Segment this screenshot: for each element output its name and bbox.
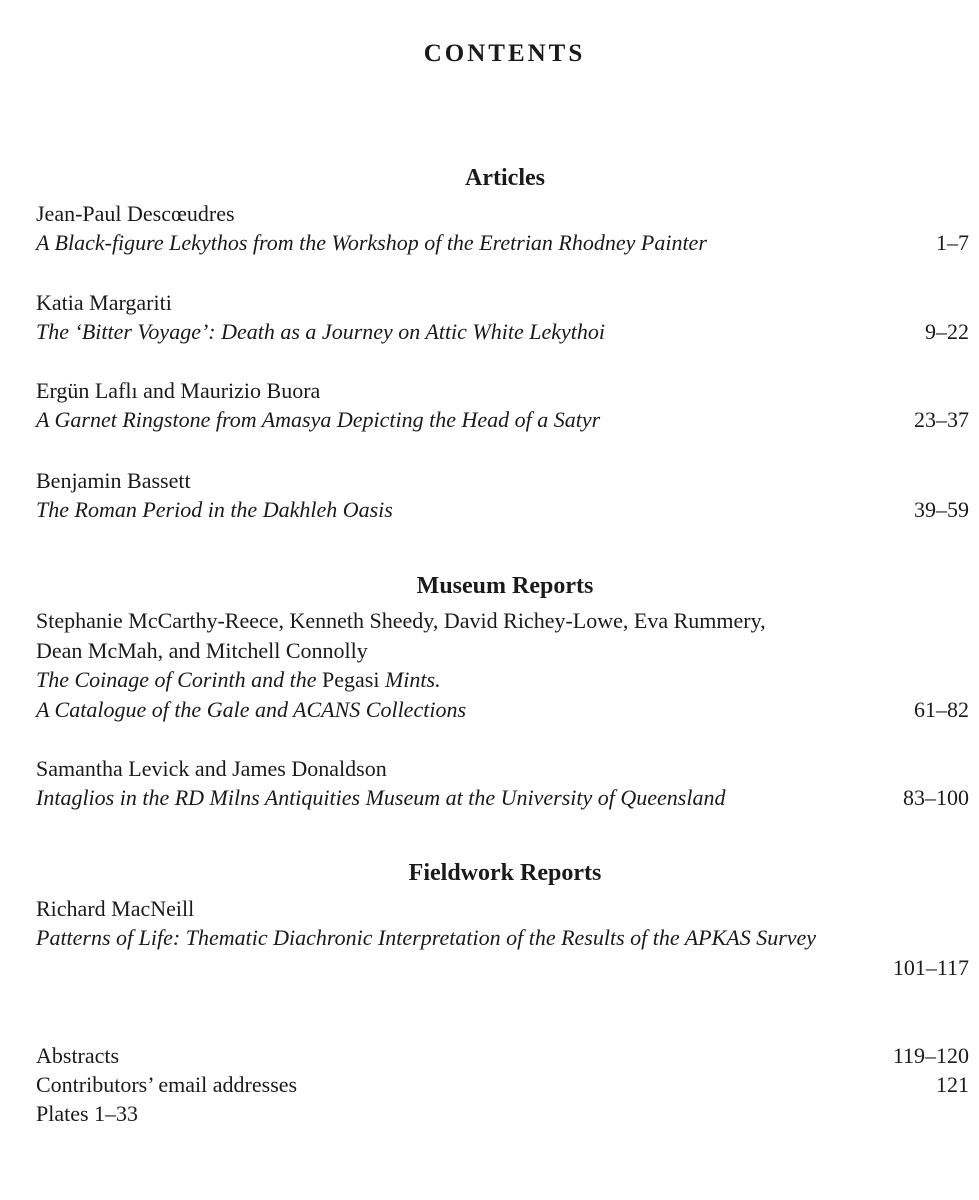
entry-title: Intaglios in the RD Milns Antiquities Museum at the University of Queensland: [36, 785, 726, 810]
back-matter-pages: 119–120: [892, 1043, 969, 1068]
entry-title: A Garnet Ringstone from Amasya Depicting the Head of a Satyr: [36, 407, 601, 432]
entry-title: Patterns of Life: Thematic Diachronic Interpretation of the Results of the APKAS Survey: [36, 925, 817, 950]
entry-author: Ergün Laflı and Maurizio Buora: [36, 378, 321, 403]
section-heading-fieldwork-reports: Fieldwork Reports: [408, 860, 602, 886]
back-matter-label: Abstracts: [36, 1043, 120, 1068]
page-title: CONTENTS: [423, 40, 586, 67]
section-heading-articles: Articles: [465, 165, 545, 191]
entry-pages: 9–22: [925, 319, 969, 344]
entry-title: [36, 666, 441, 694]
entry-title-upright: Pegasi: [322, 667, 380, 692]
entry-author: Samantha Levick and James Donaldson: [36, 756, 387, 781]
entry-author: Dean McMah, and Mitchell Connolly: [36, 638, 368, 663]
entry-author: Richard MacNeill: [36, 896, 195, 921]
entry-author: Stephanie McCarthy-Reece, Kenneth Sheedy, David Richey-Lowe, Eva Rummery,: [36, 608, 766, 633]
entry-title: A Black-figure Lekythos from the Workshop of the Eretrian Rhodney Painter: [36, 230, 707, 255]
entry-pages: 101–117: [892, 955, 969, 980]
entry-title-part: Mints.: [379, 667, 441, 692]
entry-title-part: The Coinage of Corinth and the: [36, 667, 322, 692]
entry-pages: 61–82: [914, 697, 969, 722]
entry-author: Benjamin Bassett: [36, 468, 191, 493]
entry-title: The ‘Bitter Voyage’: Death as a Journey on Attic White Lekythoi: [36, 319, 606, 344]
entry-author: Jean-Paul Descœudres: [36, 201, 235, 226]
entry-pages: 83–100: [903, 785, 969, 810]
section-heading-museum-reports: Museum Reports: [416, 573, 594, 599]
back-matter-label: Plates 1–33: [36, 1101, 139, 1126]
entry-pages: 1–7: [936, 230, 969, 255]
back-matter-label: Contributors’ email addresses: [36, 1072, 298, 1097]
entry-pages: 39–59: [914, 497, 969, 522]
back-matter-pages: 121: [936, 1072, 969, 1097]
entry-title: The Roman Period in the Dakhleh Oasis: [36, 497, 393, 522]
entry-title: A Catalogue of the Gale and ACANS Collections: [36, 697, 466, 722]
entry-author: Katia Margariti: [36, 290, 172, 315]
entry-pages: 23–37: [914, 407, 969, 432]
